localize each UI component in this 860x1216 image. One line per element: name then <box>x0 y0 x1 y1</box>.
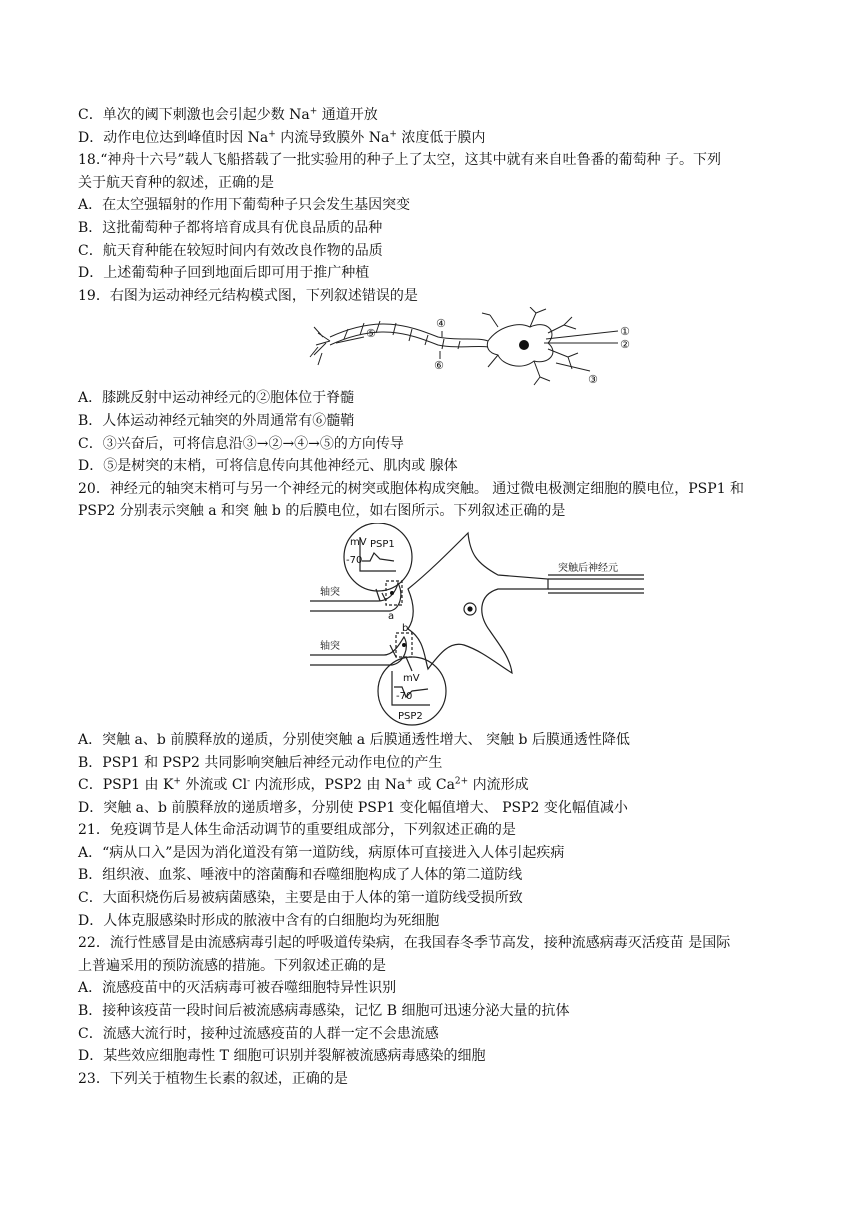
synapse-b-label: b <box>402 622 409 634</box>
neuron-part-label: ① <box>620 325 630 339</box>
text-line: 21．免疫调节是人体生命活动调节的重要组成部分，下列叙述正确的是 <box>78 822 516 839</box>
text-line: C．单次的阈下刺激也会引起少数 Na+ 通道开放 <box>78 106 378 123</box>
lower-axon-label: 轴突 <box>320 640 340 652</box>
text-line: D．人体克服感染时形成的脓液中含有的白细胞均为死细胞 <box>78 912 440 929</box>
psp2-mv-label: mV <box>403 672 420 684</box>
text-line: C．大面积烧伤后易被病菌感染，主要是由于人体的第一道防线受损所致 <box>78 890 523 907</box>
text-line: A．膝跳反射中运动神经元的②胞体位于脊髓 <box>78 390 355 407</box>
text-line: D．某些效应细胞毒性 T 细胞可识别并裂解被流感病毒感染的细胞 <box>78 1048 486 1065</box>
text-line: 19．右图为运动神经元结构模式图，下列叙述错误的是 <box>78 287 418 304</box>
text-line: A．“病从口入”是因为消化道没有第一道防线，病原体可直接进入人体引起疾病 <box>78 844 565 861</box>
text-line: B．PSP1 和 PSP2 共同影响突触后神经元动作电位的产生 <box>78 754 443 771</box>
text-line: C．PSP1 由 K+ 外流或 Cl- 内流形成，PSP2 由 Na+ 或 $Ca^{2+}$ 内流形成 <box>78 776 529 794</box>
text-line: D．⑤是树突的末梢，可将信息传向其他神经元、肌肉或 腺体 <box>78 458 458 475</box>
psp2-label: PSP2 <box>398 710 423 722</box>
text-line: PSP2 分别表示突触 a 和突 触 b 的后膜电位，如右图所示。下列叙述正确的是 <box>78 503 566 520</box>
text-line: B．接种该疫苗一段时间后被流感病毒感染，记忆 B 细胞可迅速分泌大量的抗体 <box>78 1003 570 1020</box>
text-line: 上普遍采用的预防流感的措施。下列叙述正确的是 <box>78 957 386 974</box>
text-line: D．上述葡萄种子回到地面后即可用于推广种植 <box>78 265 370 282</box>
text-line: C．③兴奋后，可将信息沿③→②→④→⑤的方向传导 <box>78 435 404 452</box>
text-line: B．这批葡萄种子都将培育成具有优良品质的品种 <box>78 219 383 236</box>
text-line: D．动作电位达到峰值时因 Na+ 内流导致膜外 Na+ 浓度低于膜内 <box>78 128 486 146</box>
text-line: B．组织液、血浆、唾液中的溶菌酶和吞噬细胞构成了人体的第二道防线 <box>78 867 523 884</box>
postsynaptic-neuron-label: 突触后神经元 <box>558 562 618 574</box>
text-line: B．人体运动神经元轴突的外周通常有⑥髓鞘 <box>78 412 355 429</box>
synapse-a-label: a <box>388 610 395 622</box>
psp1-label: PSP1 <box>370 538 395 550</box>
text-line: 22．流行性感冒是由流感病毒引起的呼吸道传染病，在我国春冬季节高发，接种流感病毒灭活疫苗 是国际 <box>78 935 731 952</box>
text-line: A．在太空强辐射的作用下葡萄种子只会发生基因突变 <box>78 197 411 214</box>
question-page <box>78 104 788 1090</box>
synapse-figure <box>78 523 788 729</box>
text-line: A．突触 a、b 前膜释放的递质，分别使突触 a 后膜通透性增大、 突触 b 后膜通透性降低 <box>78 731 630 748</box>
text-line: D．突触 a、b 前膜释放的递质增多，分别使 PSP1 变化幅值增大、 PSP2 变化幅值减小 <box>78 799 628 816</box>
text-line: 关于航天育种的叙述，正确的是 <box>78 174 274 191</box>
neuron-part-label: ③ <box>588 373 598 387</box>
neuron-part-label: ⑥ <box>434 359 444 373</box>
psp1-rest-value: -70 <box>346 554 363 566</box>
text-line: C．航天育种能在较短时间内有效改良作物的品质 <box>78 242 383 259</box>
psp2-rest-value: -70 <box>396 690 413 702</box>
text-line: 20．神经元的轴突末梢可与另一个神经元的树突或胞体构成突触。 通过微电极测定细胞的膜电位，PSP1 和 <box>78 480 745 497</box>
text-line: 23．下列关于植物生长素的叙述，正确的是 <box>78 1070 348 1087</box>
text-line: 18.“神舟十六号”载人飞船搭载了一批实验用的种子上了太空，这其中就有来自吐鲁番的葡萄种 子。下列 <box>78 152 722 169</box>
neuron-part-label: ④ <box>436 317 446 331</box>
text-line: C．流感大流行时，接种过流感疫苗的人群一定不会患流感 <box>78 1025 439 1042</box>
neuron-part-label: ② <box>620 338 630 352</box>
text-line: A．流感疫苗中的灭活病毒可被吞噬细胞特异性识别 <box>78 980 397 997</box>
psp1-mv-label: mV <box>350 536 367 548</box>
upper-axon-label: 轴突 <box>320 586 340 598</box>
motor-neuron-figure <box>78 307 788 387</box>
neuron-part-label: ⑤ <box>366 327 376 341</box>
